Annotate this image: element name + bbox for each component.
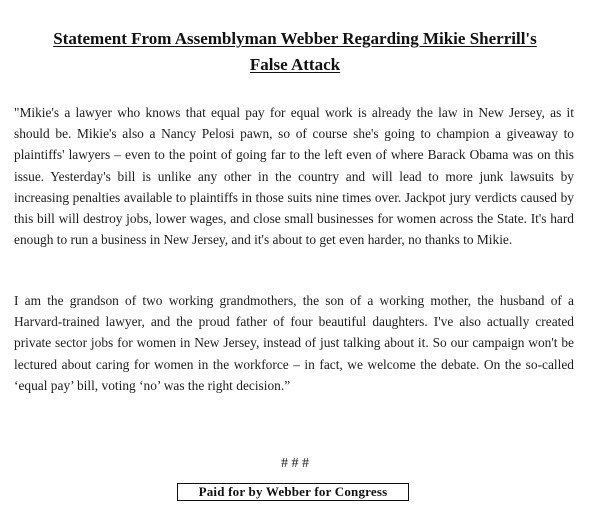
statement-paragraph-1: "Mikie's a lawyer who knows that equal pay for equal work is already the law in New Jersey, as it should be. Mikie's also a Nancy Pelosi pawn, so of course she's going to champion a giveaway to plaintiffs' lawyers – even to the point of going far to the left even of where Barack Obama was on this issue. Yesterday's bill is unlike any other in the country and will lead to more junk lawsuits by increasing penalties available to plaintiffs in those suits nine times over. Jackpot jury verdicts caused by this bill will destroy jobs, lower wages, and close small businesses for women across the State. It's hard enough to run a business in New Jersey, and it's about to get even harder, no thanks to Mikie.	[14, 105, 574, 248]
statement-paragraph-2: I am the grandson of two working grandmothers, the son of a working mother, the husband of a Harvard-trained lawyer, and the proud father of four beautiful daughters. I've also actually created private sector jobs for women in New Jersey, instead of just talking about it. So our campaign won't be lectured about caring for women in the workforce – in fact, we welcome the debate. On the so-called ‘equal pay’ bill, voting ‘no’ was the right decision.”	[14, 293, 574, 393]
paid-for-disclaimer: Paid for by Webber for Congress	[177, 483, 409, 501]
statement-title-line-1: Statement From Assemblyman Webber Regarding Mikie Sherrill's	[53, 29, 537, 48]
end-of-release-mark: # # #	[281, 456, 309, 471]
statement-title-line-2: False Attack	[249, 55, 341, 74]
statement-title	[0, 26, 590, 78]
